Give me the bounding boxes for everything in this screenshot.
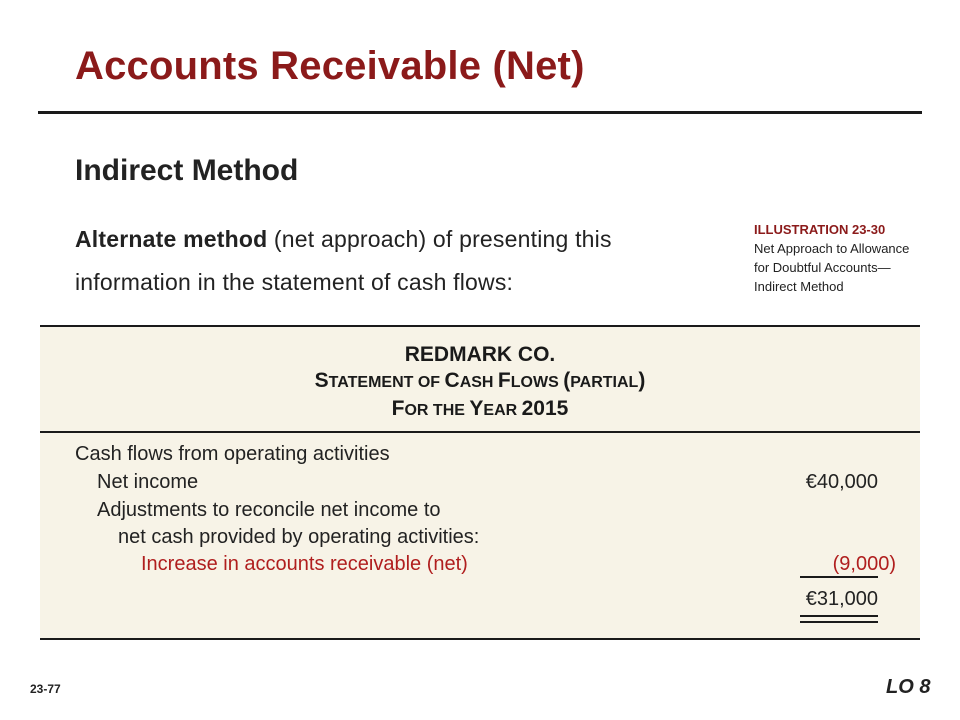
statement-title: STATEMENT OF CASH FLOWS (PARTIAL): [314, 369, 646, 392]
adjustments-label-2: net cash provided by operating activities:: [118, 526, 480, 548]
section-heading: Indirect Method: [75, 154, 299, 187]
net-income-label: Net income: [97, 471, 199, 493]
cash-flow-statement: [40, 325, 920, 640]
intro-text: (net approach) of presenting this information in the statement of cash flows:: [75, 226, 612, 295]
statement-header: [40, 327, 920, 433]
net-income-value: €40,000: [805, 471, 878, 493]
increase-ar-value: (9,000): [832, 553, 896, 575]
slide-title: Accounts Receivable (Net): [75, 44, 585, 88]
learning-objective: LO 8: [886, 676, 931, 698]
illustration-caption: [754, 220, 934, 296]
statement-body: [40, 433, 920, 638]
statement-period: FOR THE YEAR 2015: [391, 397, 569, 420]
intro-paragraph: [75, 218, 715, 304]
title-divider: [38, 111, 922, 114]
illustration-number: ILLUSTRATION 23-30: [754, 222, 886, 237]
subtotal-rule: [800, 576, 878, 578]
section-label: Cash flows from operating activities: [75, 443, 390, 465]
total-double-rule: [800, 615, 878, 623]
company-name: REDMARK CO.: [404, 343, 556, 366]
net-cash-total: €31,000: [805, 588, 878, 610]
illustration-description: Net Approach to Allowance for Doubtful Accounts—Indirect Method: [754, 241, 910, 294]
adjustments-label-1: Adjustments to reconcile net income to: [97, 499, 441, 521]
intro-bold: Alternate method: [75, 226, 268, 252]
increase-ar-label: Increase in accounts receivable (net): [141, 553, 468, 575]
page-number: 23-77: [30, 682, 61, 696]
